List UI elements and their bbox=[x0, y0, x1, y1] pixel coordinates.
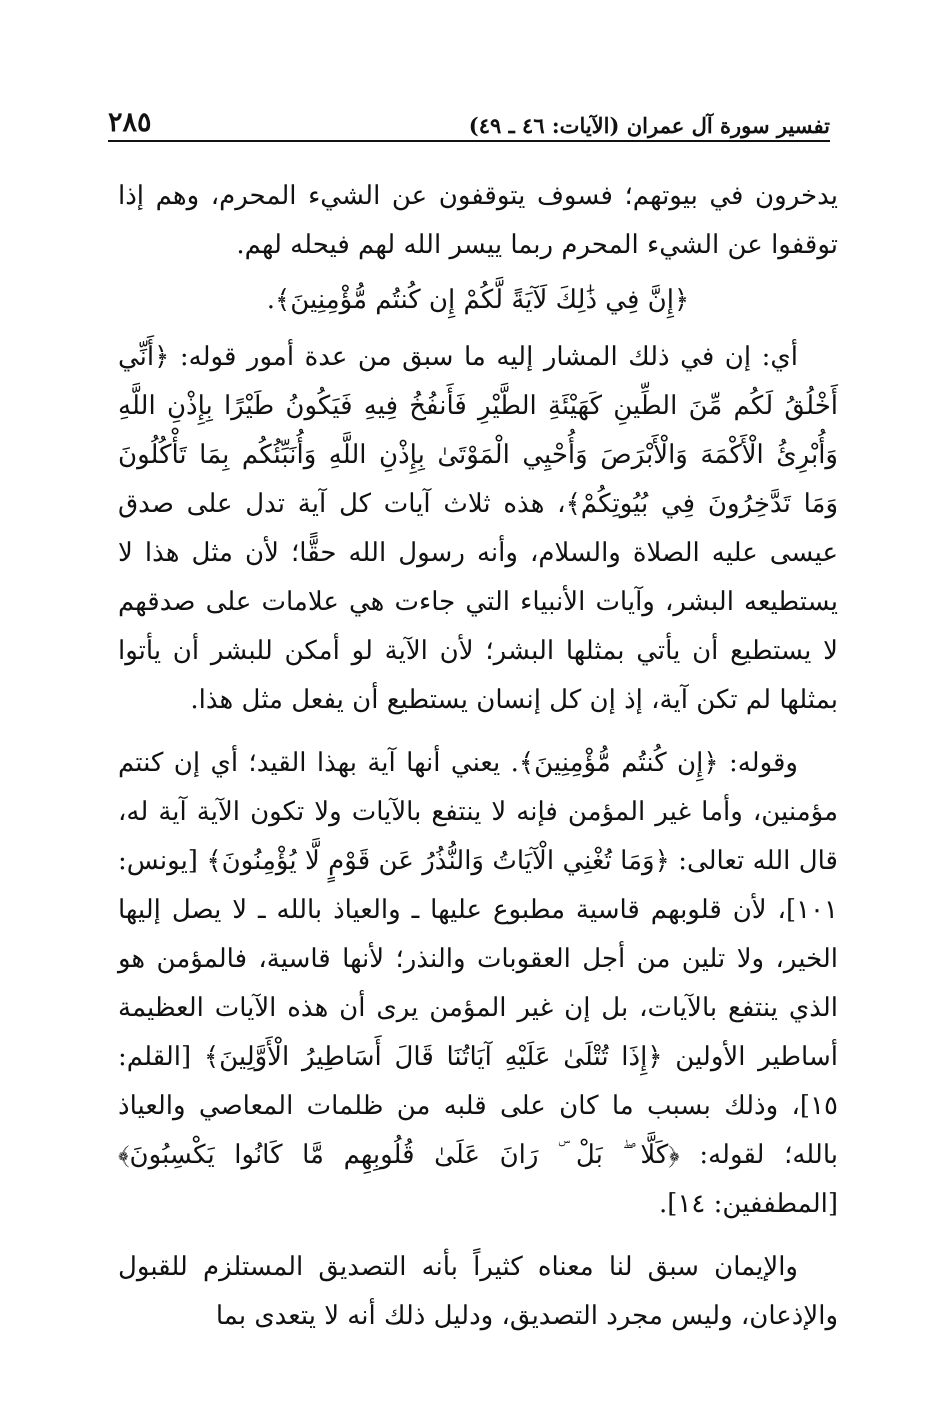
paragraph: يدخرون في بيوتهم؛ فسوف يتوقفون عن الشيء المحرم، وهم إذا توقفوا عن الشيء المحرم ربما ييسر الله لهم فيحله لهم. bbox=[118, 181, 838, 260]
paragraph: وقوله: ﴿إِن كُنتُم مُّؤْمِنِينَ﴾. يعني أنها آية بهذا القيد؛ أي إن كنتم مؤمنين، وأما غير المؤمن فإنه لا ينتفع بالآيات ولا تكون الآية آية له، قال الله تعالى: ﴿وَمَا تُغْنِي الْآيَاتُ وَالنُّذُرُ عَن قَوْمٍ لَّا يُؤْمِنُونَ﴾ [يونس: ١٠١]، لأن قلوبهم قاسية مطبوع عليها ـ والعياذ بالله ـ لا يصل إليها الخير، ولا تلين من أجل العقوبات والنذر؛ لأنها قاسية، فالمؤمن هو الذي ينتفع بالآيات، بل إن غير المؤمن يرى أن هذه الآيات العظيمة أساطير الأولين ﴿إِذَا تُتْلَىٰ عَلَيْهِ آيَاتُنَا قَالَ أَسَاطِيرُ الْأَوَّلِينَ﴾ [القلم: ١٥]، وذلك بسبب ما كان على قلبه من ظلمات المعاصي والعياذ بالله؛ لقوله: ﴿كَلَّا ۖ بَلْ ۜ رَانَ عَلَىٰ قُلُوبِهِم مَّا كَانُوا يَكْسِبُونَ﴾ [المطففين: ١٤]. bbox=[118, 748, 838, 1219]
page-header bbox=[108, 92, 830, 138]
running-title: تفسير سورة آل عمران (الآيات: ٤٦ ـ ٤٩) bbox=[468, 113, 830, 138]
page-number: ٢٨٥ bbox=[108, 107, 152, 138]
paragraph: والإيمان سبق لنا معناه كثيراً بأنه التصديق المستلزم للقبول والإذعان، وليس مجرد التصديق، ودليل ذلك أنه لا يتعدى بما bbox=[118, 1252, 838, 1331]
body-text bbox=[118, 172, 838, 1341]
header-rule bbox=[108, 140, 830, 142]
paragraph: أي: إن في ذلك المشار إليه ما سبق من عدة أمور قوله: ﴿أَنِّي أَخْلُقُ لَكُم مِّنَ الطِّينِ كَهَيْئَةِ الطَّيْرِ فَأَنفُخُ فِيهِ فَيَكُونُ طَيْرًا بِإِذْنِ اللَّهِ وَأُبْرِئُ الْأَكْمَهَ وَالْأَبْرَصَ وَأُحْيِي الْمَوْتَىٰ بِإِذْنِ اللَّهِ وَأُنَبِّئُكُم بِمَا تَأْكُلُونَ وَمَا تَدَّخِرُونَ فِي بُيُوتِكُمْ﴾، هذه ثلاث آيات كل آية تدل على صدق عيسى عليه الصلاة والسلام، وأنه رسول الله حقًّا؛ لأن مثل هذا لا يستطيعه البشر، وآيات الأنبياء التي جاءت هي علامات على صدقهم لا يستطيع أن يأتي بمثلها البشر؛ لأن الآية لو أمكن للبشر أن يأتوا بمثلها لم تكن آية، إذ إن كل إنسان يستطيع أن يفعل مثل هذا. bbox=[118, 342, 838, 715]
quran-verse: ﴿إِنَّ فِي ذَٰلِكَ لَآيَةً لَّكُمْ إِن كُنتُم مُّؤْمِنِينَ﴾. bbox=[266, 285, 690, 315]
